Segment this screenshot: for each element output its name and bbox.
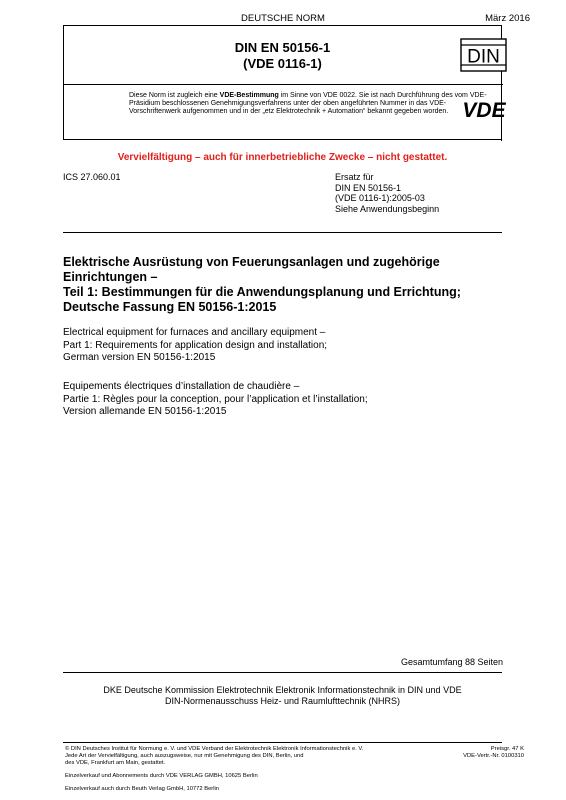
title-line: Elektrische Ausrüstung von Feuerungsanlagen und zugehörige bbox=[63, 255, 440, 269]
committee-line: DKE Deutsche Kommission Elektrotechnik Elektronik Informationstechnik in DIN und VDE bbox=[103, 685, 462, 695]
box-divider-horizontal bbox=[64, 84, 503, 85]
svg-text:VDE: VDE bbox=[462, 99, 506, 120]
total-pages: Gesamtumfang 88 Seiten bbox=[400, 657, 503, 667]
din-logo bbox=[460, 38, 507, 72]
replacement-line: (VDE 0116-1):2005-03 bbox=[335, 193, 425, 203]
title-line: Part 1: Requirements for application design and installation; bbox=[63, 339, 328, 351]
title-line: Teil 1: Bestimmungen für die Anwendungsplanung und Errichtung; bbox=[63, 285, 461, 299]
price-info bbox=[463, 746, 524, 760]
vde-logo bbox=[453, 98, 515, 120]
price-group: Preisgr. 47 K bbox=[490, 746, 524, 752]
copyright-line: Jede Art der Vervielfältigung, auch auszugsweise, nur mit Genehmigung des DIN, Berlin, und bbox=[65, 753, 304, 760]
order-number: VDE-Vertr.-Nr. 0100310 bbox=[463, 753, 524, 760]
note-bold: VDE-Bestimmung bbox=[219, 92, 279, 99]
vde-classification: (VDE 0116-1) bbox=[243, 56, 322, 71]
divider bbox=[63, 672, 502, 673]
title-german bbox=[63, 255, 503, 315]
copyright-line: des VDE, Frankfurt am Main, gestattet. bbox=[65, 760, 166, 767]
committee-info bbox=[63, 685, 502, 707]
ics-code: ICS 27.060.01 bbox=[63, 172, 121, 182]
copy-restriction-warning: Vervielfältigung – auch für innerbetriebliche Zwecke – nicht gestattet. bbox=[117, 152, 448, 163]
replacement-line: Ersatz für bbox=[335, 172, 374, 182]
title-french bbox=[63, 381, 503, 419]
replacement-info bbox=[335, 172, 439, 214]
sales-info-beuth: Einzelverkauf auch durch Beuth Verlag GmbH, 10772 Berlin bbox=[65, 786, 220, 792]
title-line: Version allemande EN 50156-1:2015 bbox=[63, 406, 227, 417]
publication-date: März 2016 bbox=[485, 13, 530, 24]
vde-regulation-note bbox=[129, 92, 489, 117]
title-line: Deutsche Fassung EN 50156-1:2015 bbox=[63, 300, 277, 314]
divider bbox=[63, 232, 502, 233]
title-line: Equipements électriques d’installation de chaudière – bbox=[63, 381, 300, 392]
divider bbox=[63, 742, 502, 743]
standard-header-box bbox=[63, 25, 502, 140]
title-english bbox=[63, 327, 503, 365]
standard-number: DIN EN 50156-1 bbox=[234, 40, 331, 55]
svg-text:DIN: DIN bbox=[467, 46, 500, 68]
sales-info-vde: Einzelverkauf und Abonnements durch VDE VERLAG GMBH, 10625 Berlin bbox=[65, 773, 258, 779]
copyright-line: © DIN Deutsches Institut für Normung e. V. und VDE Verband der Elektrotechnik Elektronik Informationstechnik e. V. bbox=[65, 746, 364, 752]
title-line: German version EN 50156-1:2015 bbox=[63, 352, 216, 363]
note-suffix: im Sinne von VDE 0022. Sie ist nach Durchführung des vom VDE-Präsidium beschlossenen Genehmigungsverfahrens unter der oben angeführten Nummer in das VDE-Vorschriftenwerk aufgenommen und in der „etz Elektrotechnik + Automation“ bekannt gegeben worden. bbox=[129, 92, 487, 116]
title-line: Einrichtungen – bbox=[63, 270, 158, 284]
title-line: Partie 1: Règles pour la conception, pour l’application et l’installation; bbox=[63, 393, 368, 405]
replacement-line: DIN EN 50156-1 bbox=[335, 182, 402, 193]
note-prefix: Diese Norm ist zugleich eine bbox=[129, 92, 220, 99]
document-type-label: DEUTSCHE NORM bbox=[241, 13, 325, 24]
title-line: Electrical equipment for furnaces and ancillary equipment – bbox=[63, 327, 326, 338]
committee-line: DIN-Normenausschuss Heiz- und Raumlufttechnik (NHRS) bbox=[164, 696, 401, 706]
replacement-line: Siehe Anwendungsbeginn bbox=[335, 203, 440, 214]
copyright-notice bbox=[65, 746, 425, 768]
